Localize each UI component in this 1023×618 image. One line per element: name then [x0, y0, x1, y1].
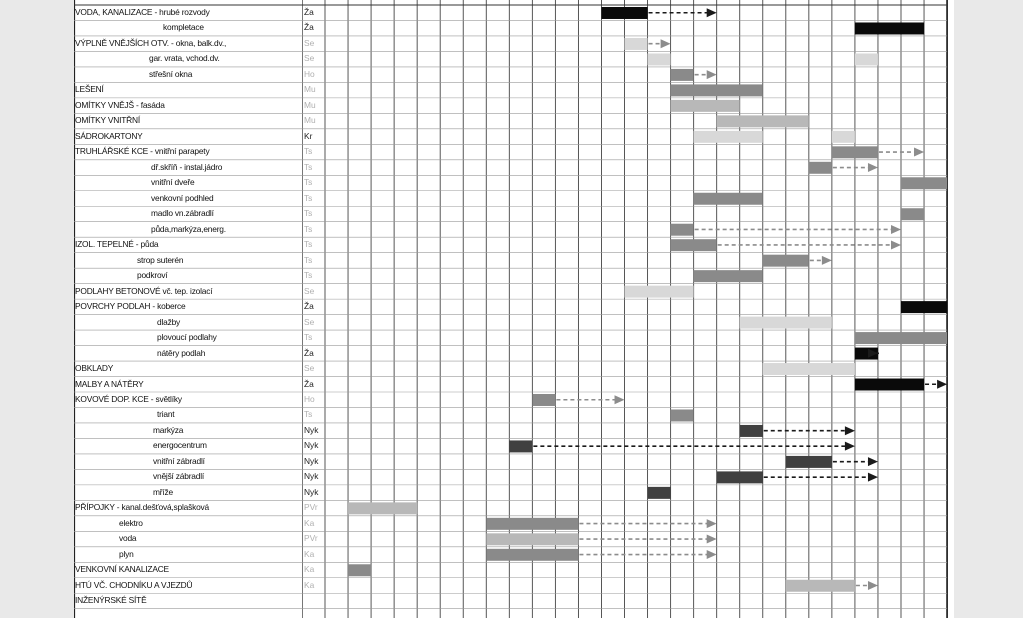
arrow-head-icon: [868, 581, 878, 590]
responsible-code: Ts: [304, 332, 313, 343]
responsible-code: Ho: [304, 394, 315, 404]
gantt-bar: [648, 487, 671, 499]
task-label: triant: [157, 409, 175, 420]
gantt-bar: [509, 440, 532, 452]
responsible-code: Se: [304, 37, 315, 48]
task-label: vnitřní dveře: [151, 177, 195, 188]
arrow-head-icon: [615, 395, 625, 404]
arrow-head-icon: [707, 550, 717, 559]
task-label: strop suterén: [137, 254, 184, 265]
responsible-code: Ts: [304, 239, 313, 250]
task-label: madlo vn.zábradlí: [151, 208, 214, 219]
gantt-bar: [671, 224, 694, 236]
gantt-bar: [625, 286, 694, 298]
task-label: MALBY A NÁTĚRY: [75, 378, 144, 389]
task-label: SÁDROKARTONY: [75, 130, 143, 141]
task-label: HTÚ VČ. CHODNÍKU A VJEZDŮ: [75, 579, 193, 590]
arrow-head-icon: [707, 519, 717, 528]
responsible-code: Ts: [304, 161, 313, 172]
task-label: LEŠENÍ: [75, 84, 104, 95]
arrow-head-icon: [891, 240, 901, 249]
task-label: PODLAHY BETONOVÉ vč. tep. izolací: [75, 285, 213, 296]
gantt-bar: [901, 301, 947, 313]
gantt-bar: [671, 100, 740, 112]
responsible-code: Ts: [304, 409, 313, 420]
task-label: voda: [119, 533, 137, 544]
arrow-head-icon: [937, 380, 947, 389]
responsible-code: Nyk: [304, 486, 319, 497]
responsible-code: Ts: [304, 270, 313, 281]
responsible-code: Se: [304, 316, 315, 327]
responsible-code: Mu: [304, 84, 316, 95]
responsible-code: Ža: [304, 301, 314, 312]
gantt-bar: [694, 270, 763, 282]
responsible-code: Nyk: [304, 455, 319, 466]
gantt-bar: [855, 332, 947, 344]
schedule-sheet: [74, 0, 954, 618]
responsible-code: Ts: [304, 223, 313, 234]
task-label: vnější zábradlí: [153, 471, 204, 482]
responsible-code: Ka: [304, 579, 315, 590]
task-label: elektro: [119, 517, 143, 528]
gantt-bar: [740, 317, 832, 329]
gantt-bar: [648, 53, 671, 65]
gantt-bar: [671, 69, 694, 81]
gantt-bar: [486, 549, 578, 561]
gantt-bar: [671, 409, 694, 421]
gantt-bar: [717, 115, 809, 127]
arrow-head-icon: [868, 473, 878, 482]
gantt-bar: [832, 131, 855, 143]
gantt-bar: [671, 239, 717, 251]
gantt-bar: [601, 7, 647, 19]
task-label: gar. vrata, vchod.dv.: [149, 53, 220, 64]
gantt-bar: [717, 471, 763, 483]
gantt-bar: [832, 146, 878, 158]
responsible-code: Ts: [304, 192, 313, 203]
responsible-code: Mu: [304, 115, 316, 126]
responsible-code: Mu: [304, 99, 316, 110]
task-label: plyn: [119, 548, 134, 559]
task-label: kompletace: [163, 22, 204, 33]
responsible-code: PVr: [304, 533, 318, 544]
gantt-bar: [763, 255, 809, 267]
gantt-bar: [901, 177, 947, 189]
responsible-code: Ka: [304, 564, 315, 575]
task-label: OMÍTKY VNITŘNÍ: [75, 115, 140, 126]
responsible-code: Ho: [304, 68, 315, 79]
gantt-bar: [625, 38, 648, 50]
gantt-bar: [486, 518, 578, 530]
task-label: VODA, KANALIZACE - hrubé rozvody: [75, 7, 210, 17]
responsible-code: Ža: [304, 7, 314, 17]
gantt-bar: [855, 53, 878, 65]
responsible-code: Ka: [304, 517, 315, 528]
responsible-code: Ža: [304, 347, 314, 358]
responsible-code: Ts: [304, 254, 313, 265]
arrow-head-icon: [707, 8, 717, 17]
task-label: OBKLADY: [75, 363, 114, 374]
responsible-code: Nyk: [304, 471, 319, 482]
gantt-bar: [763, 363, 855, 375]
task-label: VENKOVNÍ KANALIZACE: [75, 564, 169, 575]
gantt-bar: [901, 208, 924, 220]
arrow-head-icon: [891, 225, 901, 234]
task-label: dř.skříň - instal.jádro: [151, 161, 223, 172]
gantt-bar: [694, 193, 763, 205]
gantt-bar: [740, 425, 763, 437]
responsible-code: Ža: [304, 378, 314, 389]
task-label: IZOL. TEPELNÉ - půda: [75, 239, 159, 250]
responsible-code: Ka: [304, 548, 315, 559]
task-label: TRUHLÁŘSKÉ KCE - vnitřní parapety: [75, 146, 210, 157]
responsible-code: Nyk: [304, 440, 319, 451]
responsible-code: PVr: [304, 502, 318, 513]
gantt-bar: [786, 456, 832, 468]
arrow-head-icon: [661, 39, 671, 48]
arrow-head-icon: [845, 442, 855, 451]
responsible-code: Se: [304, 53, 315, 64]
gantt-bar: [348, 564, 371, 576]
arrow-head-icon: [845, 426, 855, 435]
responsible-code: Kr: [304, 130, 313, 141]
responsible-code: Nyk: [304, 424, 319, 435]
task-label: markýza: [153, 424, 184, 435]
responsible-code: Ts: [304, 177, 313, 188]
task-label: venkovní podhled: [151, 192, 214, 203]
task-label: nátěry podlah: [157, 347, 206, 358]
responsible-code: [304, 593, 326, 608]
task-label: plovoucí podlahy: [157, 332, 217, 343]
gantt-bar: [694, 131, 763, 143]
task-label: mříže: [153, 486, 173, 497]
gantt-bar: [809, 162, 832, 174]
gantt-bar: [671, 84, 763, 96]
arrow-head-icon: [914, 148, 924, 157]
task-label: POVRCHY PODLAH - koberce: [75, 301, 186, 312]
gantt-bar: [855, 22, 924, 34]
task-label: PŘÍPOJKY - kanal.dešťová,splašková: [75, 502, 209, 513]
task-label: půda,markýza,energ.: [151, 223, 226, 234]
arrow-head-icon: [707, 70, 717, 79]
arrow-head-icon: [707, 535, 717, 544]
task-label: VÝPLNĚ VNĚJŠÍCH OTV. - okna, balk.dv.,: [75, 37, 227, 48]
gantt-bar: [486, 533, 578, 545]
responsible-code: Se: [304, 363, 315, 374]
gantt-bar: [348, 502, 417, 514]
arrow-head-icon: [868, 163, 878, 172]
responsible-code: Ts: [304, 208, 313, 219]
task-label: INŽENÝRSKÉ SÍTĚ: [75, 595, 147, 606]
gantt-bar: [855, 379, 924, 391]
task-label: dlažby: [157, 316, 181, 327]
responsible-code: Ža: [304, 22, 314, 33]
responsible-code: Ts: [304, 146, 313, 157]
task-label: energocentrum: [153, 440, 207, 451]
task-label: KOVOVÉ DOP. KCE - světlíky: [75, 394, 182, 404]
arrow-head-icon: [868, 457, 878, 466]
arrow-head-icon: [822, 256, 832, 265]
task-label: OMÍTKY VNĚJŠ - fasáda: [75, 99, 165, 110]
task-label: střešní okna: [149, 68, 193, 79]
gantt-bar: [786, 580, 855, 592]
responsible-code: Se: [304, 285, 315, 296]
gantt-bar: [532, 394, 555, 406]
task-label: podkroví: [137, 270, 168, 281]
task-label: vnitřní zábradlí: [153, 455, 205, 466]
